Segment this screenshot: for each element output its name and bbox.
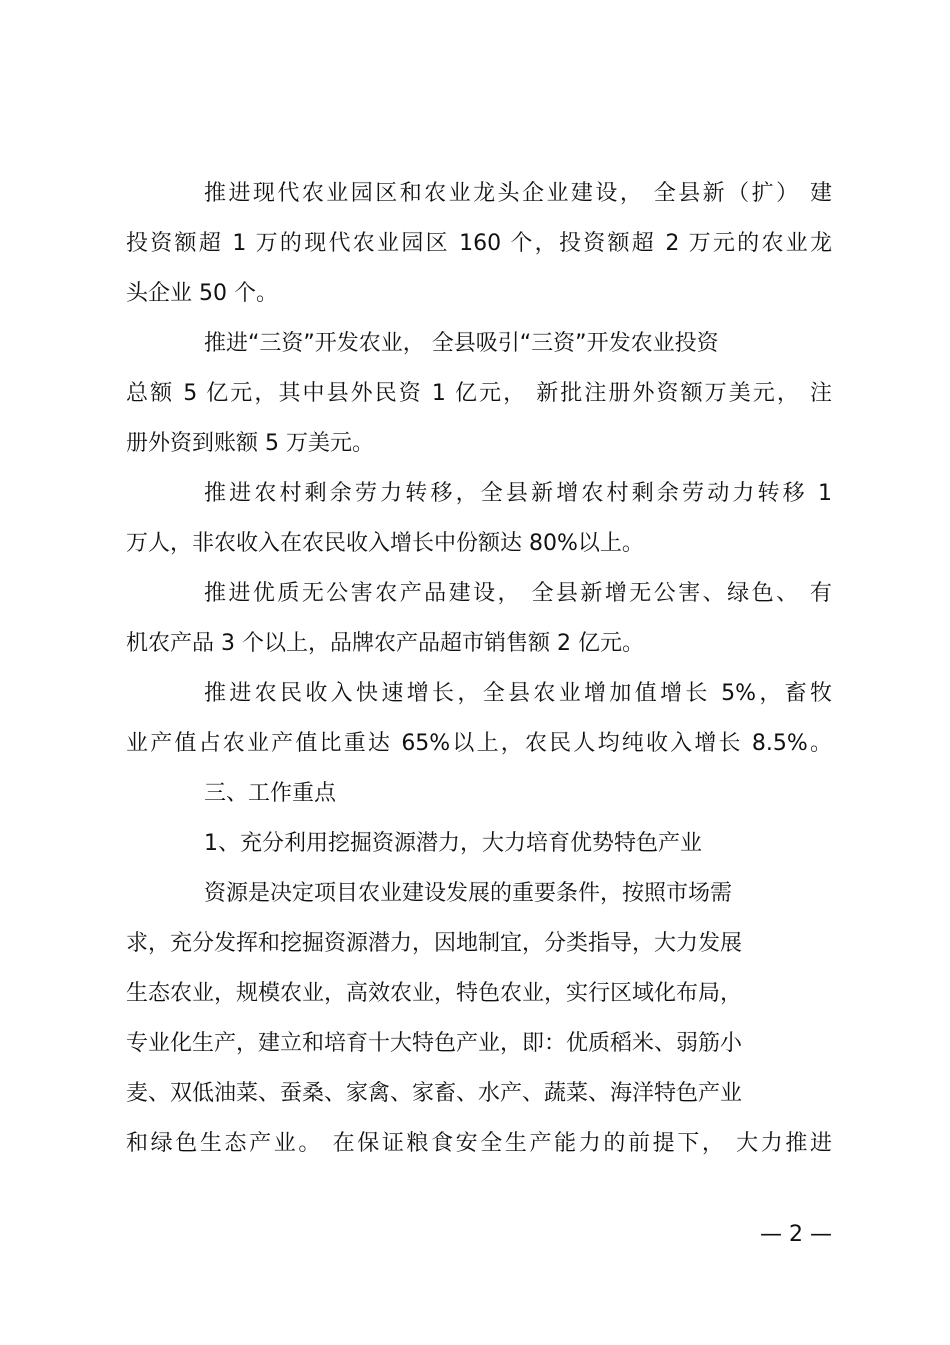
- text-line: 求，充分发挥和挖掘资源潜力，因地制宜，分类指导，大力发展: [126, 931, 743, 956]
- page-number: — 2 —: [760, 1222, 832, 1247]
- text-line: 总额 5 亿元，其中县外民资 1 亿元， 新批注册外资额万美元， 注: [126, 381, 832, 406]
- text-line: 推进现代农业园区和农业龙头企业建设， 全县新（扩） 建: [204, 181, 832, 206]
- text-line: 万人，非农收入在农民收入增长中份额达 80%以上。: [126, 531, 644, 556]
- text-line: 麦、双低油菜、蚕桑、家禽、家畜、水产、蔬菜、海洋特色产业: [126, 1081, 743, 1106]
- text-line: 册外资到账额 5 万美元。: [126, 431, 374, 456]
- section-heading: 三、工作重点: [204, 781, 337, 806]
- text-line: 资源是决定项目农业建设发展的重要条件，按照市场需: [204, 881, 733, 906]
- text-line: 推进农民收入快速增长，全县农业增加值增长 5%，畜牧: [204, 681, 832, 706]
- text-line: 生态农业，规模农业，高效农业，特色农业，实行区域化布局，: [126, 981, 743, 1006]
- text-line: 推进优质无公害农产品建设， 全县新增无公害、绿色、 有: [204, 581, 832, 606]
- text-line: 业产值占农业产值比重达 65%以上，农民人均纯收入增长 8.5%。: [126, 731, 832, 756]
- text-line: 投资额超 1 万的现代农业园区 160 个，投资额超 2 万元的农业龙: [126, 231, 832, 256]
- text-line: 头企业 50 个。: [126, 281, 278, 306]
- text-line: 专业化生产，建立和培育十大特色产业，即：优质稻米、弱筋小: [126, 1031, 743, 1056]
- text-line: 和绿色生态产业。 在保证粮食安全生产能力的前提下， 大力推进: [126, 1131, 832, 1156]
- subsection-heading: 1、充分利用挖掘资源潜力，大力培育优势特色产业: [204, 831, 702, 856]
- text-line: 推进农村剩余劳力转移，全县新增农村剩余劳动力转移 1: [204, 481, 832, 506]
- text-line: 机农产品 3 个以上，品牌农产品超市销售额 2 亿元。: [126, 631, 644, 656]
- text-line: 推进“三资”开发农业， 全县吸引“三资”开发农业投资: [204, 331, 719, 356]
